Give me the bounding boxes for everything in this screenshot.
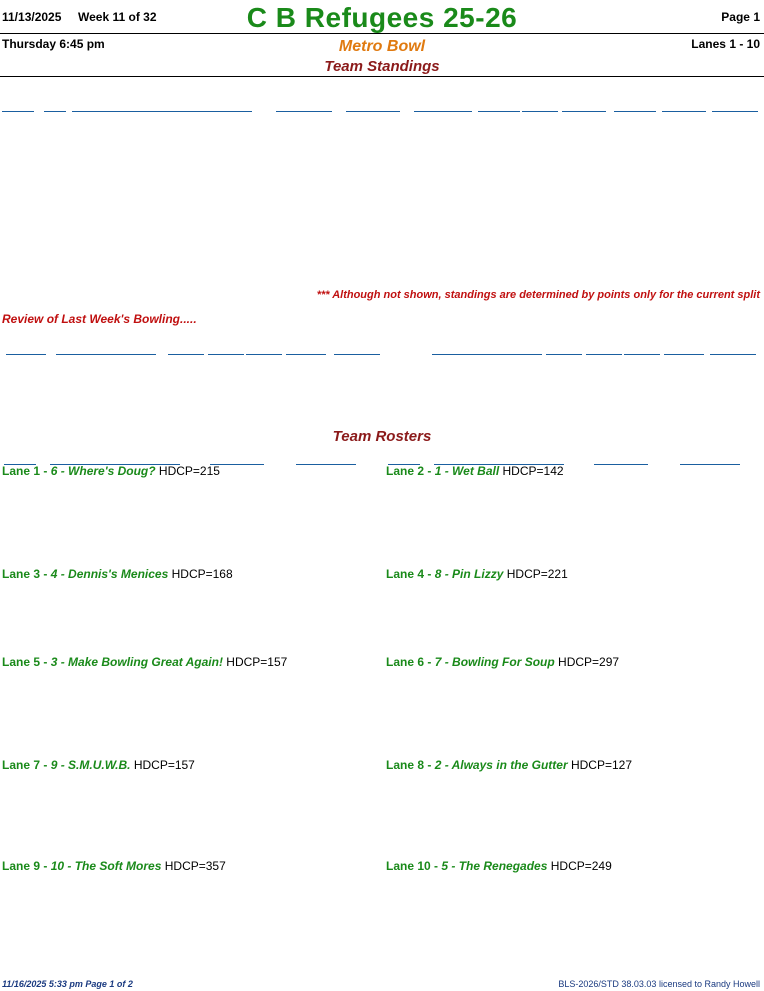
team-hdcp: HDCP=168 bbox=[171, 567, 233, 581]
team-hdcp: HDCP=297 bbox=[558, 655, 620, 669]
week-label: Week 11 of 32 bbox=[78, 10, 157, 24]
section-rule bbox=[0, 76, 764, 77]
header-rule bbox=[0, 33, 764, 34]
header-underline bbox=[414, 111, 472, 112]
team-name: 2 - Always in the Gutter bbox=[434, 758, 568, 772]
lane-number: Lane 7 - bbox=[2, 758, 48, 772]
footer-print-info: 11/16/2025 5:33 pm Page 1 of 2 bbox=[2, 979, 133, 989]
team-name: 1 - Wet Ball bbox=[434, 464, 500, 478]
header-underline bbox=[432, 354, 542, 355]
league-title: C B Refugees 25-26 bbox=[246, 2, 518, 33]
team-name: 5 - The Renegades bbox=[441, 859, 548, 873]
header-underline bbox=[562, 111, 606, 112]
footer-license: BLS-2026/STD 38.03.03 licensed to Randy Howell bbox=[558, 979, 760, 989]
lane-number: Lane 2 - bbox=[386, 464, 432, 478]
header-underline bbox=[710, 354, 756, 355]
lane-team-header bbox=[386, 567, 568, 581]
report-date: 11/13/2025 bbox=[2, 10, 62, 24]
team-name: 9 - S.M.U.W.B. bbox=[50, 758, 131, 772]
header-underline bbox=[594, 464, 648, 465]
team-name: 7 - Bowling For Soup bbox=[434, 655, 555, 669]
lane-number: Lane 3 - bbox=[2, 567, 48, 581]
header-underline bbox=[2, 111, 34, 112]
header-underline bbox=[522, 111, 558, 112]
header-underline bbox=[334, 354, 380, 355]
header-underline bbox=[286, 354, 326, 355]
lane-team-header bbox=[2, 464, 220, 478]
header-underline bbox=[680, 464, 740, 465]
header-underline bbox=[246, 354, 282, 355]
header-underline bbox=[6, 354, 46, 355]
header-underline bbox=[276, 111, 332, 112]
header-underline bbox=[44, 111, 66, 112]
team-name: 3 - Make Bowling Great Again! bbox=[50, 655, 223, 669]
team-name: 8 - Pin Lizzy bbox=[434, 567, 504, 581]
lane-number: Lane 8 - bbox=[386, 758, 432, 772]
lane-number: Lane 10 - bbox=[386, 859, 439, 873]
header-underline bbox=[662, 111, 706, 112]
lanes-label: Lanes 1 - 10 bbox=[691, 37, 760, 51]
team-hdcp: HDCP=221 bbox=[506, 567, 568, 581]
header-underline bbox=[614, 111, 656, 112]
lane-team-header bbox=[2, 655, 287, 669]
header-underline bbox=[72, 111, 252, 112]
lane-team-header bbox=[2, 859, 226, 873]
lane-team-header bbox=[386, 464, 564, 478]
header-underline bbox=[346, 111, 400, 112]
page-label: Page 1 bbox=[721, 10, 760, 24]
team-hdcp: HDCP=157 bbox=[133, 758, 195, 772]
lane-team-header bbox=[2, 758, 195, 772]
header-underline bbox=[478, 111, 520, 112]
team-name: 6 - Where's Doug? bbox=[50, 464, 156, 478]
lane-number: Lane 9 - bbox=[2, 859, 48, 873]
lane-number: Lane 4 - bbox=[386, 567, 432, 581]
day-time: Thursday 6:45 pm bbox=[2, 37, 105, 51]
header-underline bbox=[546, 354, 582, 355]
lane-number: Lane 1 - bbox=[2, 464, 48, 478]
standings-note: *** Although not shown, standings are determined by points only for the current split bbox=[316, 289, 760, 301]
bowling-center: Metro Bowl bbox=[338, 38, 426, 55]
lane-team-header bbox=[386, 655, 619, 669]
lane-number: Lane 5 - bbox=[2, 655, 48, 669]
lane-number: Lane 6 - bbox=[386, 655, 432, 669]
lane-team-header bbox=[386, 758, 632, 772]
header-underline bbox=[208, 354, 244, 355]
header-underline bbox=[624, 354, 660, 355]
header-underline bbox=[712, 111, 758, 112]
team-name: 4 - Dennis's Menices bbox=[50, 567, 169, 581]
standings-title: Team Standings bbox=[324, 58, 440, 75]
header-underline bbox=[586, 354, 622, 355]
team-hdcp: HDCP=249 bbox=[550, 859, 612, 873]
team-hdcp: HDCP=157 bbox=[226, 655, 288, 669]
header-underline bbox=[168, 354, 204, 355]
team-hdcp: HDCP=357 bbox=[164, 859, 226, 873]
header-underline bbox=[664, 354, 704, 355]
team-name: 10 - The Soft Mores bbox=[50, 859, 162, 873]
header-underline bbox=[296, 464, 356, 465]
header-underline bbox=[56, 354, 156, 355]
team-hdcp: HDCP=215 bbox=[158, 464, 220, 478]
rosters-title: Team Rosters bbox=[332, 428, 432, 445]
lane-team-header bbox=[2, 567, 233, 581]
team-hdcp: HDCP=142 bbox=[502, 464, 564, 478]
review-title: Review of Last Week's Bowling..... bbox=[2, 312, 197, 326]
lane-team-header bbox=[386, 859, 612, 873]
team-hdcp: HDCP=127 bbox=[570, 758, 632, 772]
